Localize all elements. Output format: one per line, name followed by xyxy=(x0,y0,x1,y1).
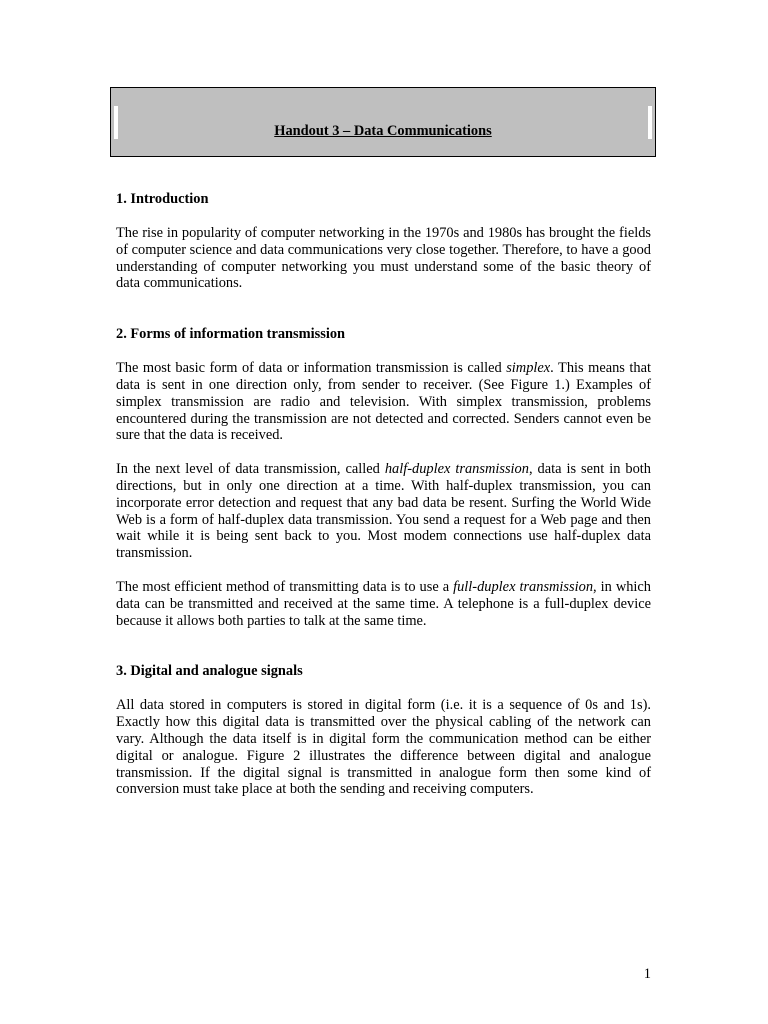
text-run: The most efficient method of transmitting data is to use a xyxy=(116,578,454,595)
text-run: , in which data can be transmitted and received at the same time. A telephone is a full-duplex device because it allows both parties to talk at the same time. xyxy=(116,578,651,629)
text-run: The most basic form of data or information transmission is called xyxy=(116,360,507,377)
document-body xyxy=(116,191,651,798)
term-full-duplex: full-duplex transmission xyxy=(453,578,594,595)
text-run: The rise in popularity of computer networking in the 1970s and 1980s has brought the fields of computer science and data communications very close together. Therefore, to have a good understanding of computer networking you must understand some of the basic theory of data communications. xyxy=(116,225,651,292)
section-heading-introduction: 1. Introduction xyxy=(116,191,209,207)
title-banner xyxy=(110,87,656,157)
text-run: All data stored in computers is stored in digital form (i.e. it is a sequence of 0s and 1s). Exactly how this digital data is transmitted over the physical cabling of the network can vary. Although the data itself is in digital form the communication method can be either digital or analogue. Figure 2 illustrates the difference between digital and analogue transmission. If the digital signal is transmitted in analogue form then some kind of conversion must take place at both the sending and receiving computers. xyxy=(116,697,651,798)
section-heading-forms-of-transmission: 2. Forms of information transmission xyxy=(116,326,346,343)
text-run: . This means that data is sent in one direction only, from sender to receiver. (See Figure 1.) Examples of simplex transmission are radio and television. With simplex transmission, problems encountered during the transmission are not detected and corrected. Senders cannot even be sure that the data is received. xyxy=(116,360,651,444)
paragraph xyxy=(116,579,651,629)
page-number: 1 xyxy=(643,966,651,982)
document-title: Handout 3 – Data Communications xyxy=(274,123,492,139)
text-run: In the next level of data transmission, called xyxy=(116,461,385,478)
section-heading-digital-analogue: 3. Digital and analogue signals xyxy=(116,663,303,680)
paragraph xyxy=(116,697,651,798)
term-simplex: simplex xyxy=(506,360,551,377)
term-half-duplex: half-duplex transmission xyxy=(384,461,529,478)
paragraph xyxy=(116,461,651,562)
paragraph xyxy=(116,360,651,444)
text-run: , data is sent in both directions, but in only one direction at a time. With half-duplex transmission, you can incorporate error detection and request that any bad data be resent. Surfing the World Wide Web is a form of half-duplex data transmission. You send a request for a Web page and then wait while it is being sent back to you. Most modem connections use half-duplex data transmission. xyxy=(116,461,651,562)
paragraph xyxy=(116,225,651,292)
